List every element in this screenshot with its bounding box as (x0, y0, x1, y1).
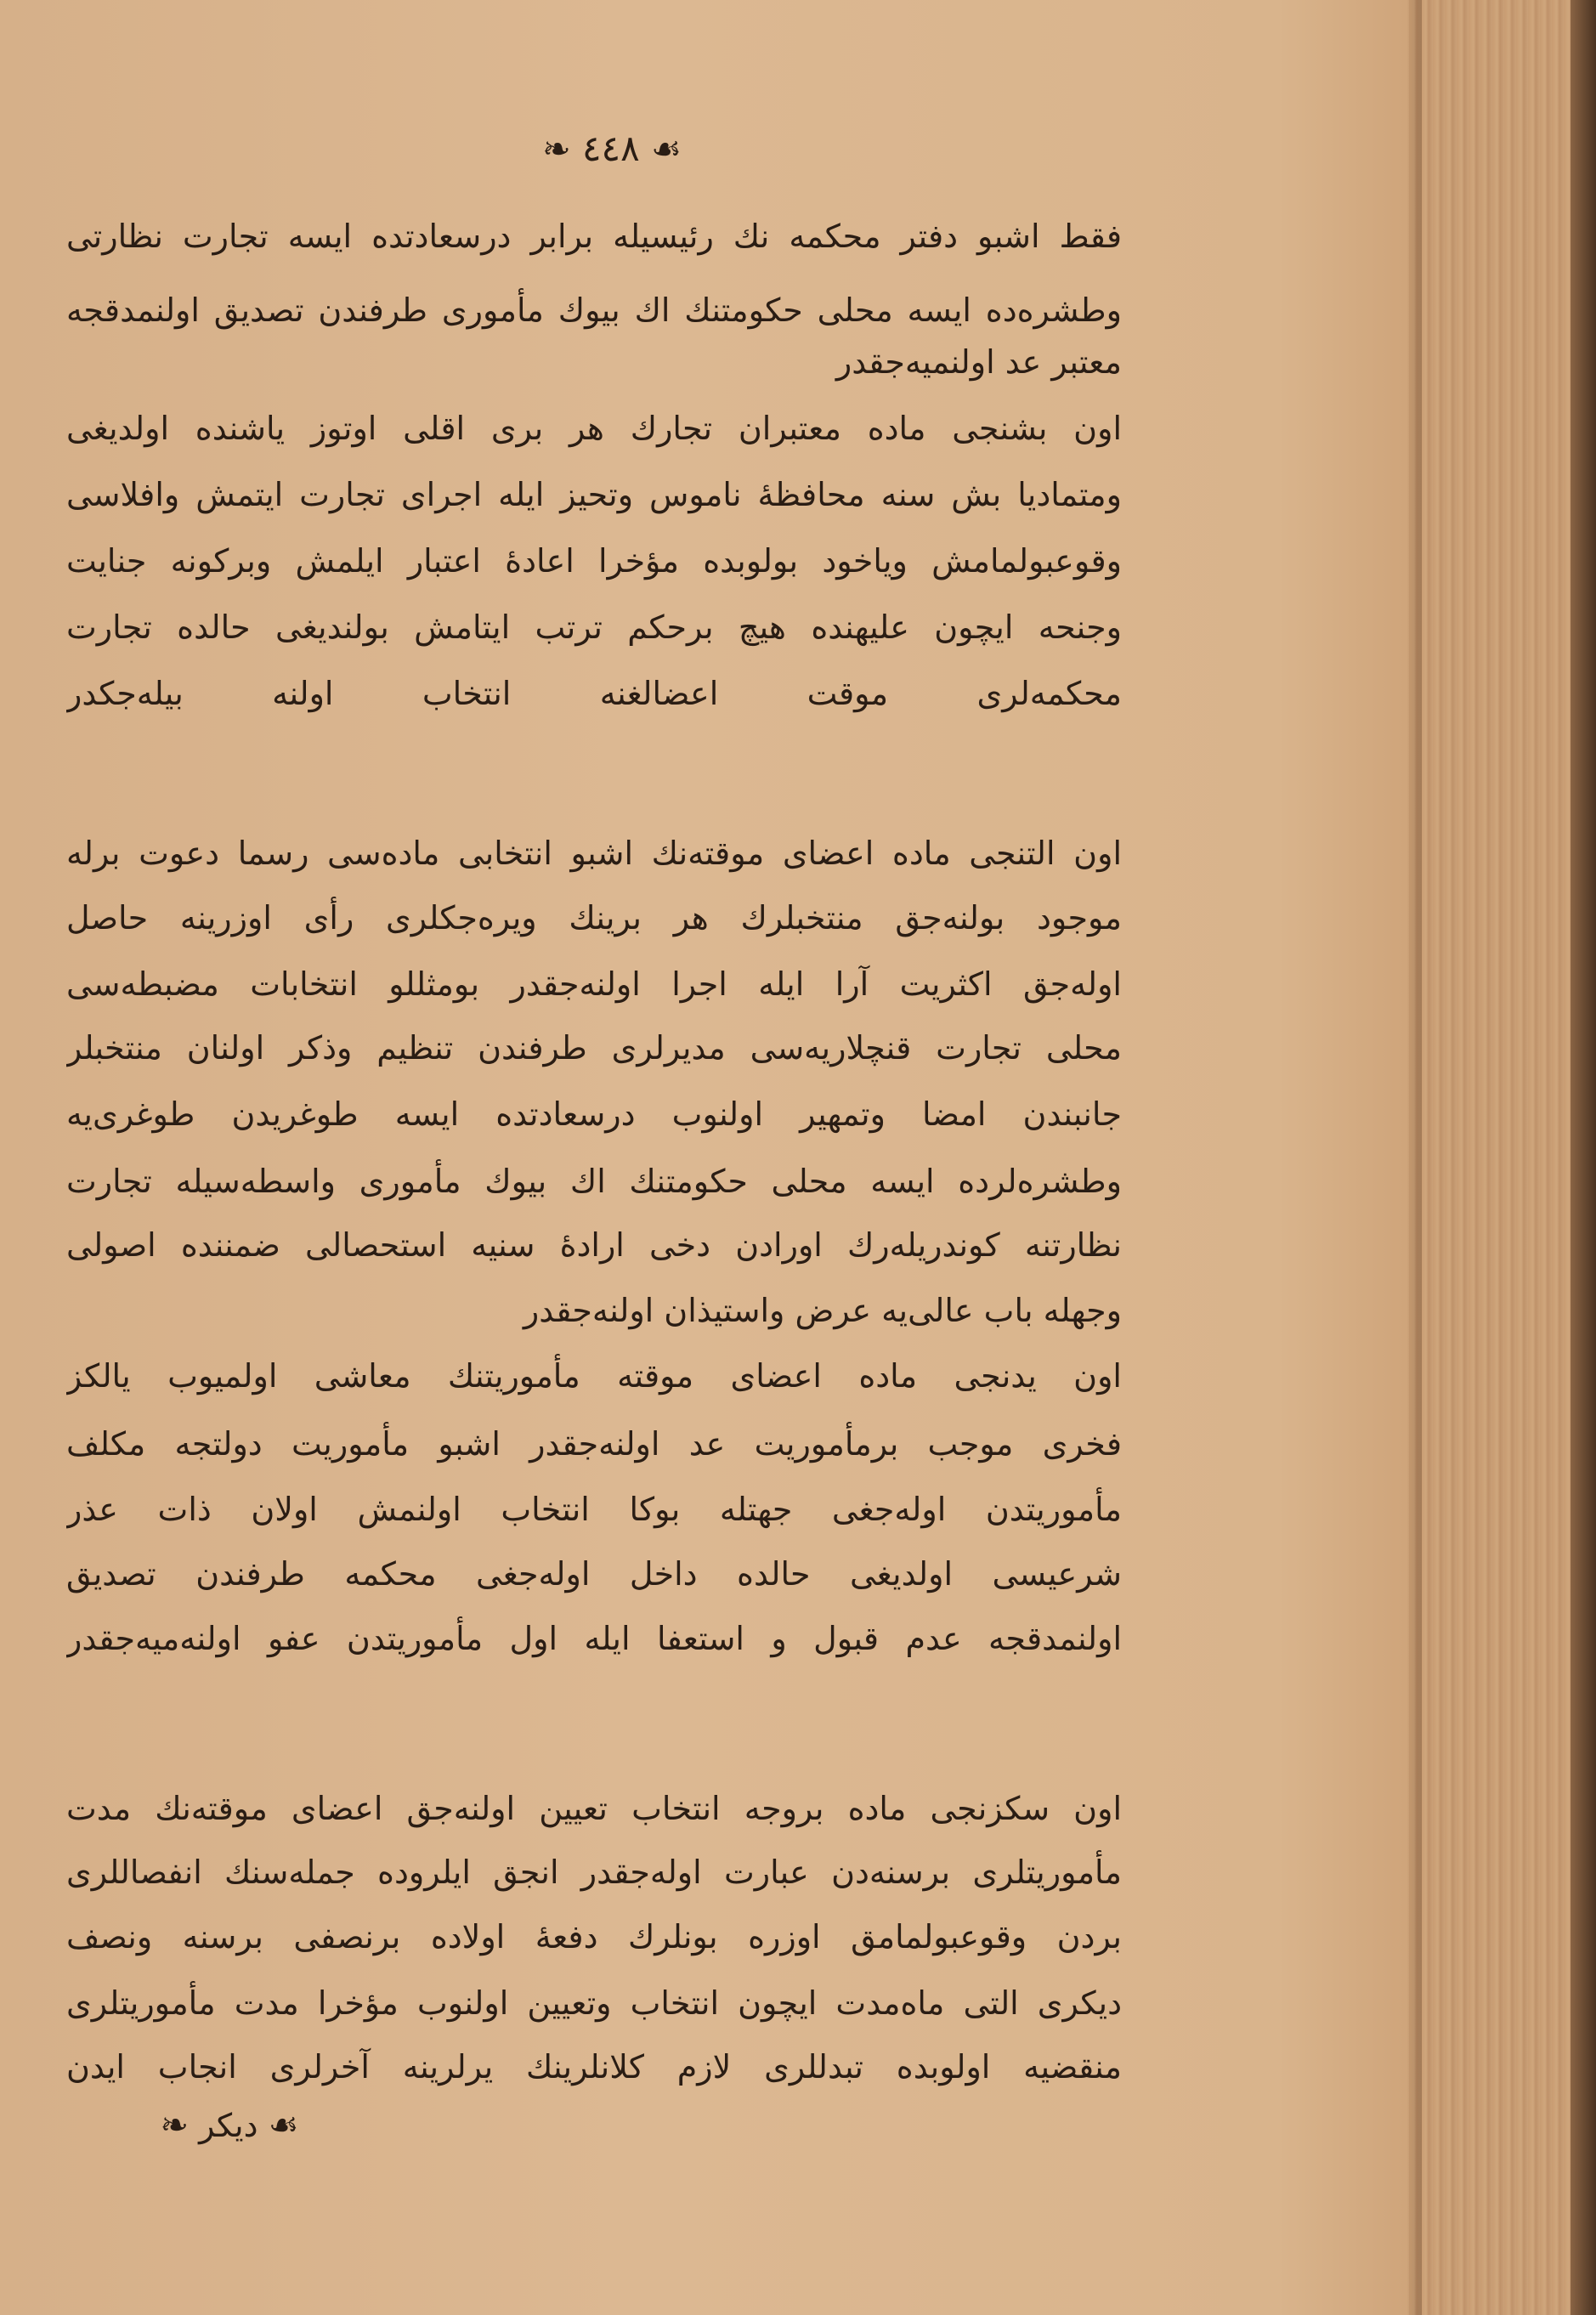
text-line: بردن وقوعبولمامق اوزره بونلرك دفعهٔ اولاده برنصفی برسنه ونصف (66, 1918, 1122, 1956)
text-line: شرعیسی اولدیغی حالده داخل اوله‌جغی محكمه طرفندن تصدیق (66, 1555, 1122, 1593)
text-line: محلی تجارت قنچلاریه‌سی مدیرلری طرفندن تنظیم وذكر اولنان منتخبلر (66, 1029, 1122, 1067)
text-line: وطشره‌ده ایسه محلی حكومتنك اك بیوك مأموری طرفندن تصدیق اولنمدقجه (66, 291, 1122, 329)
catchword (136, 2106, 323, 2145)
page-stack-edge (1409, 0, 1596, 2315)
text-line: ومتمادیا بش سنه محافظهٔ ناموس وتحیز ایله اجرای تجارت ایتمش وافلاسی (66, 476, 1122, 513)
page-number: ٤٤٨ (581, 127, 640, 169)
text-line: وجهله باب عالی‌یه عرض واستیذان اولنه‌جقدر (523, 1292, 1122, 1329)
text-line: اولنمدقجه عدم قبول و استعفا ایله اول مأموریتدن عفو اولنه‌میه‌جقدر (66, 1620, 1122, 1657)
text-line: محكمه‌لری موقت اعضالغنه انتخاب اولنه بیله‌جكدر (66, 675, 1122, 712)
text-line: اون یدنجی ماده اعضای موقته مأموریتنك معاشی اولمیوب یالكز (66, 1357, 1122, 1395)
page-header (510, 127, 714, 169)
text-line: موجود بولنه‌جق منتخبلرك هر برینك ویره‌جكلری رأی اوزرینه حاصل (66, 899, 1122, 937)
text-line: وطشره‌لرده ایسه محلی حكومتنك اك بیوك مأموری واسطه‌سیله تجارت (66, 1163, 1122, 1200)
text-line: اون سكزنجی ماده بروجه انتخاب تعیین اولنه‌جق اعضای موقته‌نك مدت (66, 1790, 1122, 1827)
text-line: اوله‌جق اكثریت آرا ایله اجرا اولنه‌جقدر بومثللو انتخابات مضبطه‌سی (66, 965, 1122, 1003)
text-line: نظارتنه كوندریله‌رك اورادن دخی ارادهٔ سنیه استحصالی ضمننده اصولی (66, 1226, 1122, 1264)
text-line: دیكری التی ماه‌مدت ایچون انتخاب وتعیین اولنوب مؤخرا مدت مأموریتلری (66, 1984, 1122, 2022)
book-binding (1571, 0, 1596, 2315)
text-line: اون بشنجی ماده معتبران تجارك هر بری اقلی اوتوز یاشنده اولدیغی (66, 410, 1122, 447)
ornament-icon: ☙ (651, 130, 682, 169)
text-line: وجنحه ایچون علیهنده هیچ برحكم ترتب ایتامش بولندیغی حالده تجارت (66, 608, 1122, 646)
text-line: مأموریتلری برسنه‌دن عبارت اوله‌جقدر انجق ایلروده جمله‌سنك انفصاللری (66, 1854, 1122, 1891)
text-line: اون التنجی ماده اعضای موقته‌نك اشبو انتخابی ماده‌سی رسما دعوت برله (66, 835, 1122, 872)
text-line: جانبندن امضا وتمهیر اولنوب درسعادتده ایسه طوغریدن طوغری‌یه (66, 1095, 1122, 1133)
catchword-text: دیكر (199, 2107, 258, 2144)
ornament-icon: ☙ (268, 2106, 299, 2145)
text-line: منقضیه اولوبده تبدللری لازم كلانلرینك یرلرینه آخرلری انجاب ایدن (66, 2048, 1122, 2086)
text-line: معتبر عد اولنمیه‌جقدر (835, 343, 1122, 381)
text-line: مأموریتدن اوله‌جغی جهتله بوكا انتخاب اولنمش اولان ذات عذر (66, 1491, 1122, 1528)
ornament-icon: ❧ (160, 2106, 189, 2145)
text-line: فخری موجب برمأموریت عد اولنه‌جقدر اشبو مأموریت دولتجه مكلف (66, 1425, 1122, 1463)
ornament-icon: ❧ (542, 130, 571, 169)
text-line: وقوعبولمامش ویاخود بولوبده مؤخرا اعادهٔ اعتبار ایلمش وبركونه جنایت (66, 542, 1122, 580)
page-edge-shadow (1406, 0, 1422, 2315)
text-line: فقط اشبو دفتر محكمه نك رئيسيله برابر درسعادتده ایسه تجارت نظارتی (66, 218, 1122, 255)
